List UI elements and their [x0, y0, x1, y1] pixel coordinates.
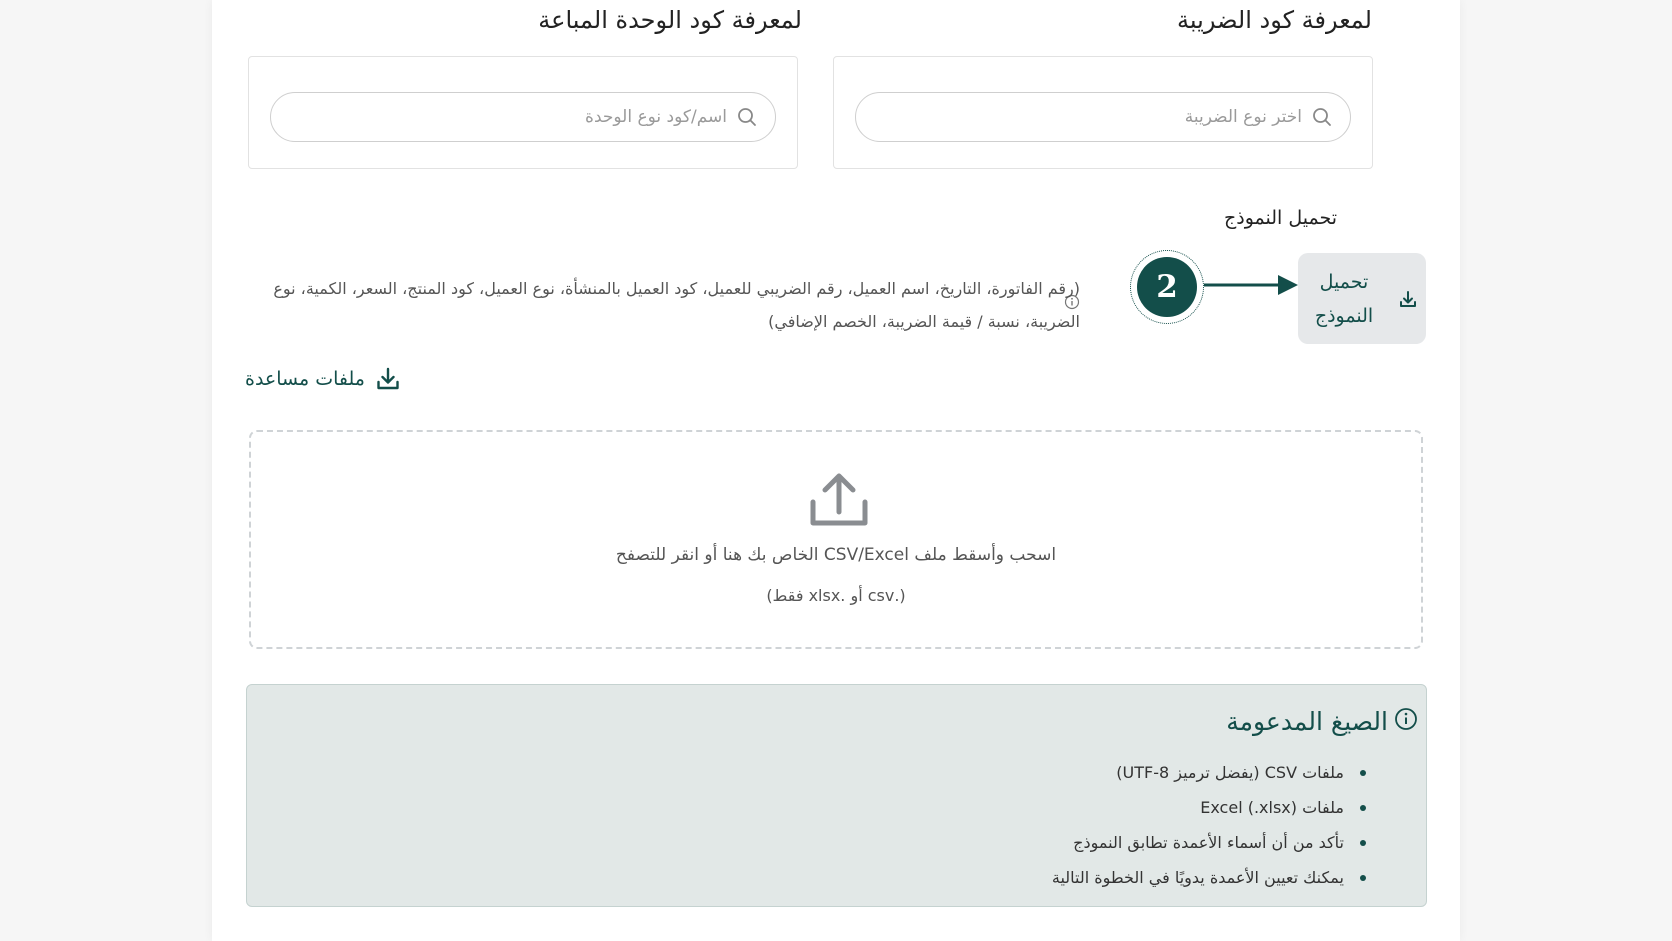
helper-files-link[interactable]: [245, 366, 401, 392]
list-item: يمكنك تعيين الأعمدة يدويًا في الخطوة التالية: [1052, 860, 1368, 895]
template-section-label: تحميل النموذج: [1223, 207, 1337, 229]
list-item: ملفات Excel (.xlsx): [1052, 790, 1368, 825]
unit-code-lookup: [248, 56, 798, 169]
supported-formats-list: [1052, 755, 1368, 895]
list-item: تأكد من أن أسماء الأعمدة تطابق النموذج: [1052, 825, 1368, 860]
info-icon: [1394, 707, 1418, 731]
search-icon: [1312, 107, 1332, 127]
supported-formats-title: الصيغ المدعومة: [1226, 707, 1388, 736]
unit-type-input[interactable]: [289, 107, 727, 127]
main-card: [212, 0, 1460, 941]
tax-code-lookup: [833, 56, 1373, 169]
download-template-button[interactable]: [1298, 253, 1426, 344]
helper-files-label: ملفات مساعدة: [245, 368, 365, 390]
list-item: ملفات CSV (يفضل ترميز UTF-8): [1052, 755, 1368, 790]
unit-type-search[interactable]: [270, 92, 776, 142]
upload-icon: [809, 470, 869, 528]
dropzone-instructions: اسحب وأسقط ملف CSV/Excel الخاص بك هنا أو انقر للتصفح: [615, 545, 1057, 565]
tax-code-title: لمعرفة كود الضريبة: [1177, 6, 1372, 34]
dropzone-file-types: (.csv أو .xlsx فقط): [766, 586, 906, 605]
download-template-label: تحميل النموذج: [1314, 270, 1374, 327]
download-icon: [375, 366, 401, 392]
file-dropzone[interactable]: [249, 430, 1423, 649]
tax-type-input[interactable]: [874, 107, 1302, 127]
template-columns-note: (رقم الفاتورة، التاريخ، اسم العميل، رقم الضريبي للعميل، كود العميل بالمنشأة، نوع العميل، كود المنتج، السعر، الكمية، نوع الضريبة، نسبة / قيمة الضريبة، الخصم الإضافي): [273, 279, 1080, 331]
tax-type-search[interactable]: [855, 92, 1351, 142]
unit-code-title: لمعرفة كود الوحدة المباعة: [538, 6, 802, 34]
step-marker: [1130, 250, 1204, 324]
search-icon: [737, 107, 757, 127]
step-number: 2: [1137, 257, 1197, 317]
arrow-right-icon: [1204, 274, 1300, 296]
download-icon: [1398, 289, 1418, 309]
supported-formats-panel: [246, 684, 1427, 907]
